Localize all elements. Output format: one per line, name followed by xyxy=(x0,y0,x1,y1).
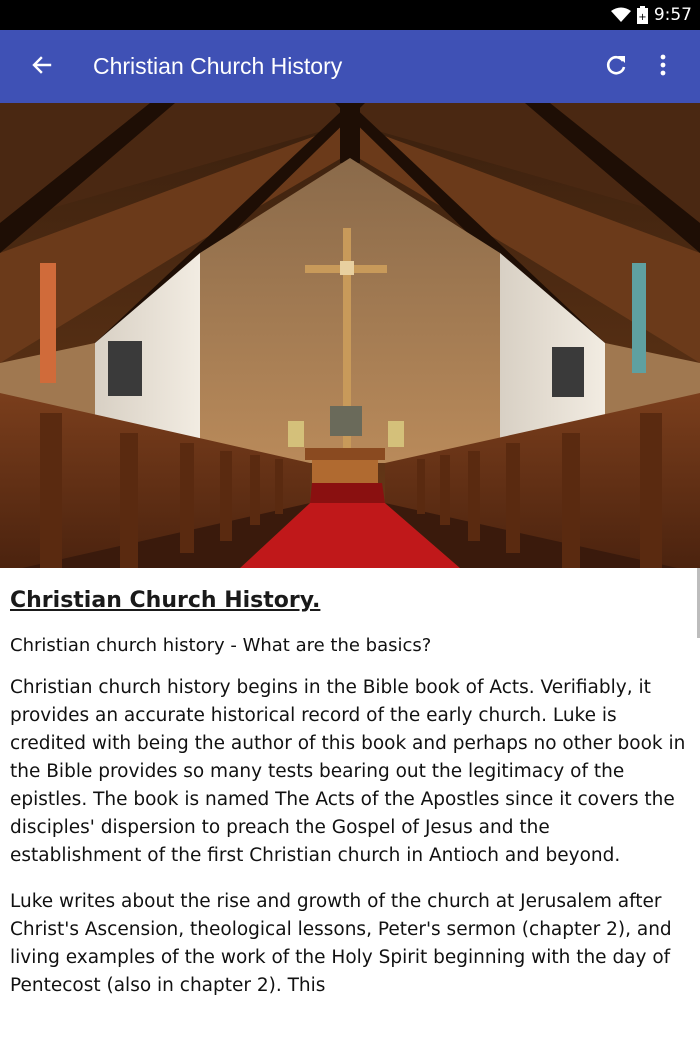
battery-icon xyxy=(637,6,648,24)
more-options-button[interactable] xyxy=(646,47,680,87)
wifi-icon xyxy=(611,7,631,23)
app-bar xyxy=(0,30,700,103)
back-button[interactable] xyxy=(22,47,62,87)
refresh-icon xyxy=(604,53,628,81)
church-interior-image xyxy=(0,103,700,568)
article-subtitle: Christian church history - What are the basics? xyxy=(10,635,432,656)
article-content xyxy=(10,588,686,1018)
status-time: 9:57 xyxy=(653,5,692,25)
arrow-left-icon xyxy=(32,55,52,79)
app-title: Christian Church History xyxy=(93,53,343,79)
more-vert-icon xyxy=(660,54,666,80)
status-icons xyxy=(611,0,692,30)
svg-text:+: + xyxy=(638,12,647,23)
article-paragraph: Luke writes about the rise and growth of the church at Jerusalem after Christ's Ascension, theological lessons, Peter's sermon (chapter 2), and living examples of the work of the Holy Spirit beginning with the day of Pentecost (also in chapter 2). This xyxy=(10,891,672,996)
article-paragraph: Christian church history begins in the Bible book of Acts. Verifiably, it provides an accurate historical record of the early church. Luke is credited with being the author of this book and perhaps no other book in the Bible provides so many tests bearing out the legitimacy of the epistles. The book is named The Acts of the Apostles since it covers the disciples' dispersion to preach the Gospel of Jesus and the establishment of the first Christian church in Antioch and beyond. xyxy=(10,677,686,866)
refresh-button[interactable] xyxy=(596,47,636,87)
status-bar xyxy=(0,0,700,30)
article-title: Christian Church History. xyxy=(10,588,321,613)
